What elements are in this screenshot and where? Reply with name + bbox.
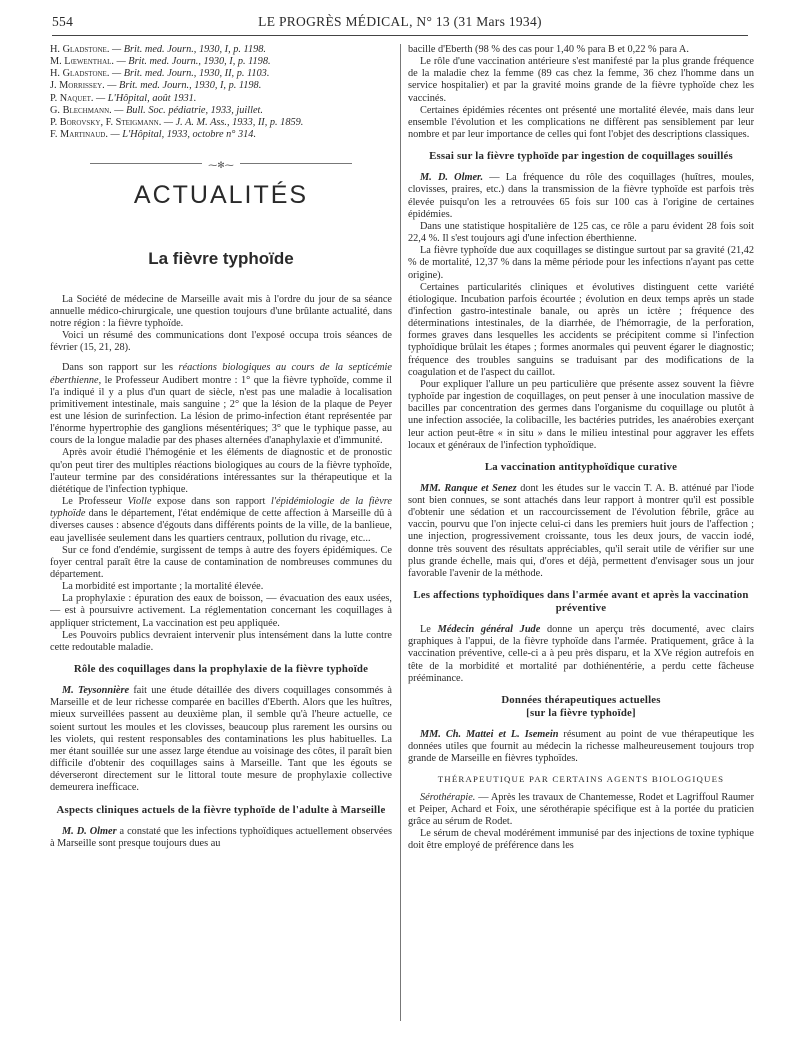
ornament-divider: ⁓✻⁓ <box>50 159 392 167</box>
small-caps-heading: THÉRAPEUTIQUE PAR CERTAINS AGENTS BIOLOGIQUES <box>437 774 725 785</box>
reference-item: G. Blechmann. — Bull. Soc. pédiatrie, 1933, juillet. <box>50 104 263 116</box>
paragraph: Dans son rapport sur les réactions biologiques au cours de la septicémie éberthienne, le Professeur Audibert montre : 1° que la fièvre typhoïde, comme il l'a indiqué il y a plus d'un quart de siècle, n'est pas une maladie à localisation primitivement intestinale, mais sanguine ; 2° que la lésion de la plaque de Peyer est une lésion de surinfection. La lésion de primo-infection étant représentée par l'énorme hypertrophie des ganglions mésentériques; 3° que le typhique passe, au cours de la longue maladie par des phases alternées d'anaphylaxie et d'immunité. <box>50 362 392 447</box>
reference-item: F. Martinaud. — L'Hôpital, 1933, octobre n° 314. <box>50 129 257 141</box>
subheading: Les affections typhoïdiques dans l'armée avant et après la vaccination préventive <box>413 589 749 615</box>
paragraph: Certaines particularités cliniques et évolutives distinguent cette variété étiologique. Incubation parfois écourtée ; évolution en deux temps après un stade d'infection gastro-intestinale banale, ou après un ictère ; fréquence des déterminations intestinales, de la diarrhée, de l'hémorragie, de la perforation, formes graves dans lesquelles les accidents se précipitent comme si l'infection typhoïdique brûlait les étapes ; formes anormales qui peuvent égarer le diagnostic; fréquence des troubles sanguins se traduisant par des modifications de la coagulation et de l'aspect du caillot. <box>408 281 754 378</box>
reference-item: P. Naquet. — L'Hôpital, août 1931. <box>50 92 197 104</box>
reference-item: J. Morrissey. — Brit. med. Journ., 1930, I, p. 1198. <box>50 80 262 92</box>
paragraph: Certaines épidémies récentes ont présenté une mortalité élevée, mais dans leur ensemble l'évolution et les complications ne diffèrent pas sensiblement par leur nombre et par leur importance de celles qui font l'objet des descriptions classiques. <box>408 104 754 141</box>
paragraph: M. D. Olmer. — La fréquence du rôle des coquillages (huîtres, moules, clovisses, praires, etc.) dans la transmission de la fièvre typhoïde est parfois très élevée puisqu'on les a retrouvées 65 fois sur 100 cas à l'origine de certaines épidémies. <box>408 172 754 220</box>
paragraph: Voici un résumé des communications dont l'exposé occupa trois séances de février (15, 21, 28). <box>50 330 392 354</box>
header-rule <box>52 35 748 36</box>
right-column <box>408 44 754 1053</box>
paragraph: La prophylaxie : épuration des eaux de boisson, — évacuation des eaux usées, — est à poursuivre activement. La réglementation concernant les coquillages à appliquer strictement, La vaccination est peu appliquée. <box>50 593 392 629</box>
journal-title: LE PROGRÈS MÉDICAL, N° 13 (31 Mars 1934) <box>258 14 542 29</box>
reference-item: H. Gladstone. — Brit. med. Journ., 1930, I, p. 1198. <box>50 44 266 55</box>
paragraph: La morbidité est importante ; la mortalité élevée. <box>62 581 264 593</box>
left-column <box>50 44 392 1053</box>
subheading: Essai sur la fièvre typhoïde par ingestion de coquillages souillés <box>429 150 733 163</box>
paragraph: Pour expliquer l'allure un peu particulière que présente assez souvent la fièvre typhoïde par ingestion de coquillages, on peut penser à une inoculation massive de bacilles par concentration des germes dans l'organisme du coquillage ou plutôt à une infection associée, la colibacille, les bactéries putrides, les anaérobies exerçant leur action peut-être « in situ » dans le milieu intestinal pour aggraver les effets locaux et généraux de l'infection typhoïdique. <box>408 378 754 451</box>
paragraph: Sur ce fond d'endémie, surgissent de temps à autre des foyers épidémiques. Ce foyer central paraît être la cause de contamination de nombreuses communes du département. <box>50 544 392 580</box>
paragraph: Le Professeur Violle expose dans son rapport l'épidémiologie de la fièvre typhoïde dans le département, l'état endémique de cette affection à Marseille dû à diverses causes : absence d'égouts dans différents points de la ville, de la banlieue, eau javellisée seulement dans les quartiers centraux, pollution du rivage, etc... <box>50 496 392 544</box>
paragraph: Dans une statistique hospitalière de 125 cas, ce rôle a paru évident 28 fois soit 22,4 %. Il s'est toujours agi d'une infection éberthienne. <box>408 220 754 245</box>
subheading: Rôle des coquillages dans la prophylaxie de la fièvre typhoïde <box>73 663 369 676</box>
page-header <box>52 14 748 36</box>
column-divider <box>400 44 401 1021</box>
paragraph: Les Pouvoirs publics devraient intervenir plus intensément dans la lutte contre cette redoutable maladie. <box>50 629 392 653</box>
page-number: 554 <box>52 14 74 29</box>
paragraph: La Société de médecine de Marseille avait mis à l'ordre du jour de sa séance annuelle médico-chirurgicale, une question toujours d'une brûlante actualité, dans notre région : la fièvre typhoïde. <box>50 293 392 329</box>
paragraph: bacille d'Eberth (98 % des cas pour 1,40 % para B et 0,22 % para A. <box>408 44 689 55</box>
reference-item: P. Borovsky, F. Steigmann. — J. A. M. Ass., 1933, II, p. 1859. <box>50 116 304 128</box>
reference-list <box>50 44 392 141</box>
subheading: Aspects cliniques actuels de la fièvre typhoïde de l'adulte à Marseille <box>56 803 386 816</box>
reference-item: H. Gladstone. — Brit. med. Journ., 1930, II, p. 1103. <box>50 68 270 80</box>
paragraph: Après avoir étudié l'hémogénie et les éléments de diagnostic et de pronostic qu'on peut tirer des multiples réactions biologiques au cours de la fièvre typhoïde, l'auteur termine par des considérations intéressantes sur la thérapeutique et la diététique de l'infection typhique. <box>50 447 392 495</box>
section-title: ACTUALITÉS <box>133 181 309 210</box>
paragraph: MM. Ranque et Senez dont les études sur le vaccin T. A. B. atténué par l'iode sont bien connues, se sont attachés dans leur rapport à montrer qu'il est possible d'obtenir une sédation et un raccourcissement de l'évolution fébrile, grâce au vaccin, pourvu que l'on injecte celui-ci dans les premiers huit jours de l'affection ; une injection, progressivement croissante, tous les deux jours, de vaccin iodé, donne très souvent des résultats appréciables, qu'il serait utile de vérifier sur une plus grande échelle, mais qui, d'ores et déjà, permettent d'envisager sous un jour favorable l'avenir de la méthode. <box>408 482 754 579</box>
paragraph: La fièvre typhoïde due aux coquillages se distingue surtout par sa gravité (21,42 % de mortalité, 12,37 % dans la même période pour les infections n'ayant pas cette origine). <box>408 245 754 281</box>
paragraph: M. D. Olmer a constaté que les infections typhoïdiques actuellement observées à Marseille sont presque toujours dues au <box>50 825 392 849</box>
paragraph: MM. Ch. Mattei et L. Isemein résument au point de vue thérapeutique les données utiles que fournit au médecin la richesse malheureusement toujours trop grande de Marseille en fièvres typhoïdes. <box>408 728 754 765</box>
article-title: La fièvre typhoïde <box>148 249 294 269</box>
subheading: Données thérapeutiques actuelles [sur la fièvre typhoïde] <box>501 693 661 719</box>
paragraph: Le sérum de cheval modérément immunisé par des injections de toxine typhique doit être employé de préférence dans les <box>408 827 754 852</box>
subheading: La vaccination antityphoïdique curative <box>484 460 678 473</box>
paragraph: M. Teysonnière fait une étude détaillée des divers coquillages consommés à Marseille et de leur richesse comparée en bacilles d'Eberth. Alors que les huîtres, mieux surveillées passent au deuxième plan, il semble qu'à l'heure actuelle, ce soient surtout les moules et les clovisses, beaucoup plus rarement les oursins ou les violets, qui restent responsables des contaminations les plus habituelles. La mer étant souillée sur une assez large étendue au voisinage des côtes, il paraît bien difficile d'obtenir des coquillages sains à Marseille. Tant que les égouts se déverseront directement sur le littoral toute mesure de prophylaxie collective demeurera inefficace. <box>50 685 392 794</box>
paragraph: Le rôle d'une vaccination antérieure s'est manifesté par la plus grande fréquence de la maladie chez la femme (89 cas chez la femme, 36 chez l'homme dans un service hospitalier) et par la gravité moins grande de la fièvre typhoïde chez les vaccinés. <box>408 56 754 104</box>
paragraph: Le Médecin général Jude donne un aperçu très documenté, avec clairs graphiques à l'appui, de la fièvre typhoïde dans l'armée. Pratiquement, grâce à la vaccination préventive, celle-ci a à peu près disparu, et la XVe région autrefois en tête de la morbidité et mortalité par dothiénentérie, a perdu cette fâcheuse prééminance. <box>408 624 754 684</box>
paragraph: Sérothérapie. — Après les travaux de Chantemesse, Rodet et Lagriffoul Raumer et Peiper, Achard et Foix, une sérothérapie spécifique est à la portée du praticien grâce au sérum de Rodet. <box>408 791 754 827</box>
reference-item: M. Lœwenthal. — Brit. med. Journ., 1930, I, p. 1198. <box>50 56 271 68</box>
